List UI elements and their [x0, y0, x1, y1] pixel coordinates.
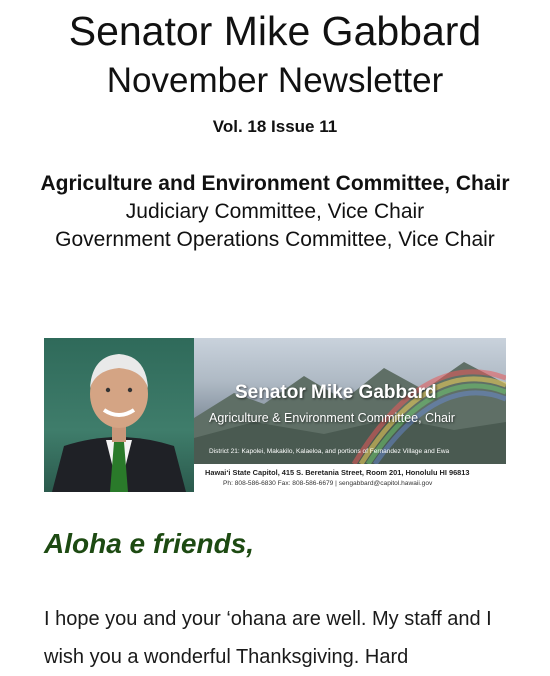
committee-roles: [40, 170, 510, 254]
newsletter-title: Senator Mike Gabbard: [68, 8, 482, 54]
greeting-heading: Aloha e friends,: [44, 528, 255, 559]
mountain-rainbow-scene: [194, 338, 506, 464]
banner-committee: Agriculture & Environment Committee, Chair: [209, 411, 455, 425]
issue-number: Vol. 18 Issue 11: [212, 117, 338, 136]
intro-paragraph: I hope you and your ‘ohana are well. My staff and I wish you a wonderful Thanksgiving. Hard: [44, 608, 492, 668]
banner-contact: Ph: 808-586-6830 Fax: 808-586-6679 | sengabbard@capitol.hawaii.gov: [223, 480, 433, 487]
banner-senator-name: Senator Mike Gabbard: [235, 382, 437, 403]
header-banner-image: [44, 338, 506, 492]
banner-district: District 21: Kapolei, Makakilo, Kalaeloa, and portions of Fernandez Village and Ewa: [209, 448, 450, 455]
portrait-illustration: [44, 338, 194, 492]
role-secondary: Judiciary Committee, Vice Chair: [125, 200, 425, 223]
banner-address: Hawai‘i State Capitol, 415 S. Beretania Street, Room 201, Honolulu HI 96813: [205, 468, 470, 477]
role-tertiary: Government Operations Committee, Vice Chair: [55, 228, 495, 251]
senator-portrait: [44, 338, 194, 492]
newsletter-subtitle: November Newsletter: [106, 61, 444, 100]
banner-contact-strip: [194, 464, 506, 492]
role-primary: Agriculture and Environment Committee, Chair: [40, 172, 510, 195]
